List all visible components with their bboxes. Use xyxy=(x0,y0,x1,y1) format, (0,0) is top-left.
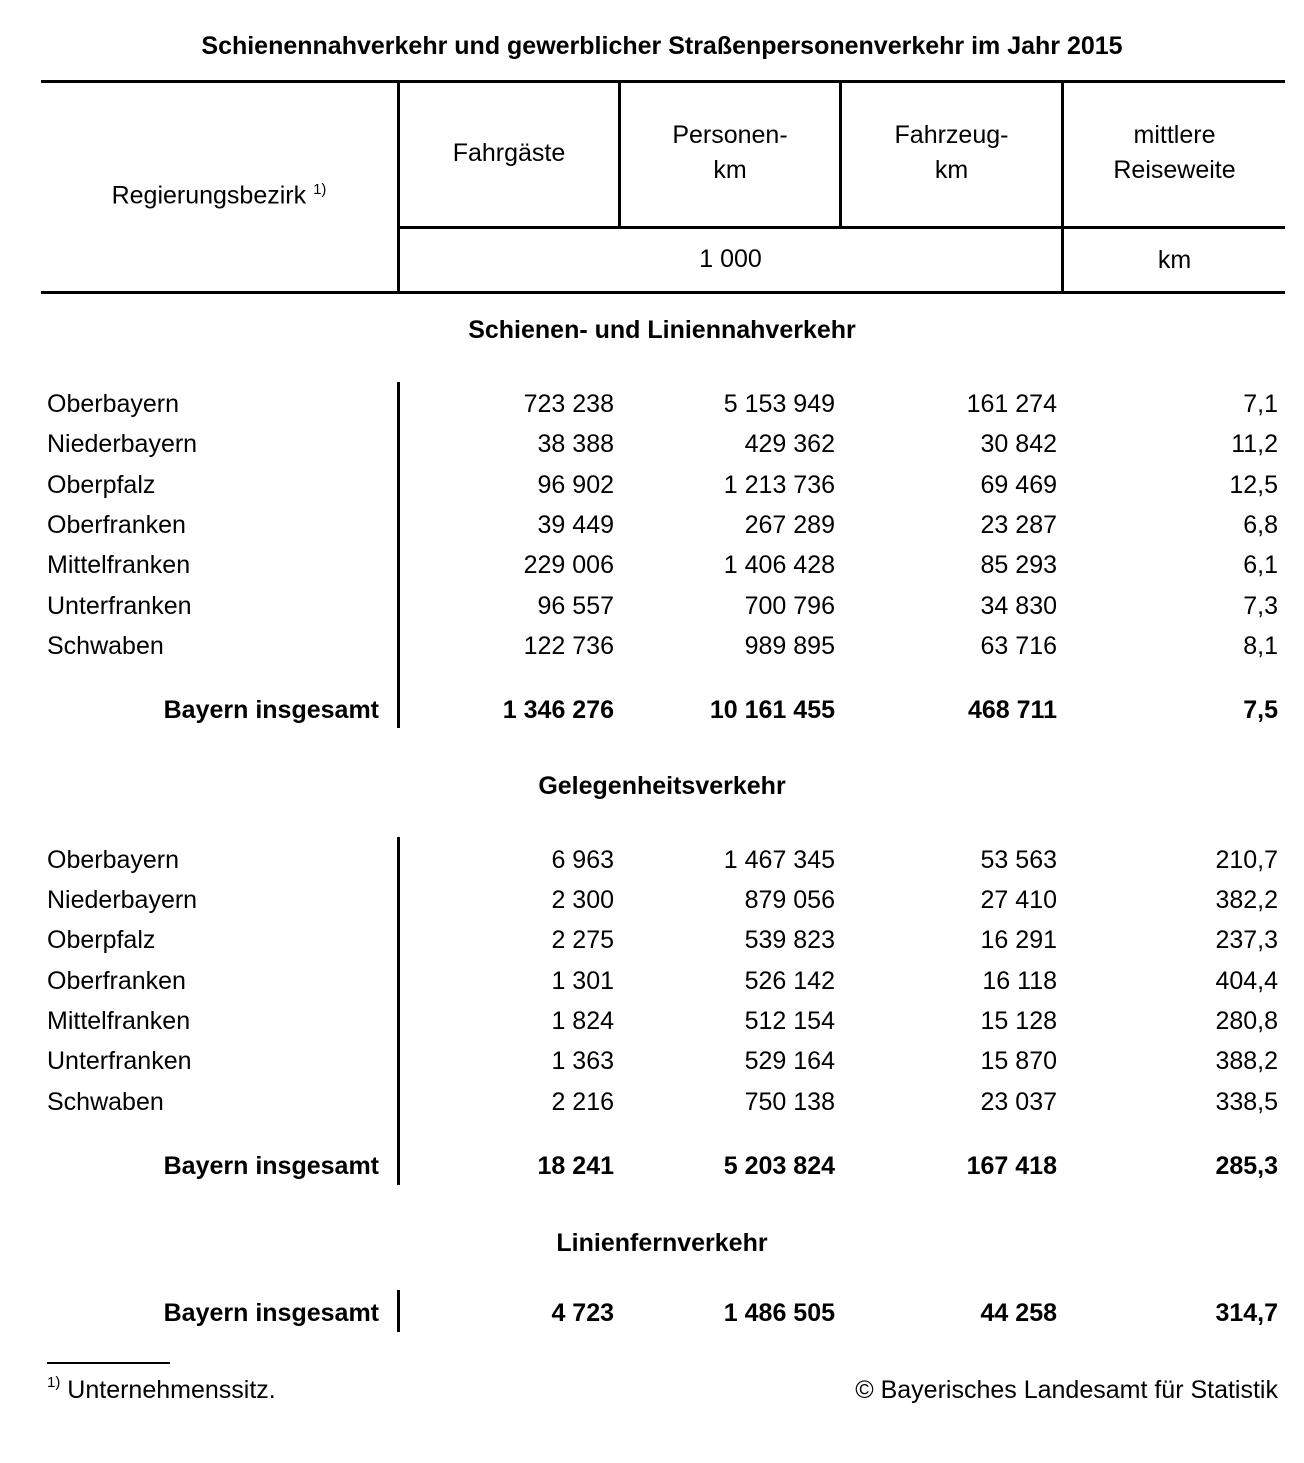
cell-personenkm: 526 142 xyxy=(744,967,835,995)
cell-fahrzeugkm: 167 418 xyxy=(966,1152,1057,1180)
header-col-line2: km xyxy=(934,156,969,184)
section-title: Gelegenheitsverkehr xyxy=(538,772,786,800)
cell-reiseweite: 210,7 xyxy=(1215,846,1278,874)
header-col-line1: Fahrgäste xyxy=(452,139,566,167)
cell-fahrgaeste: 2 300 xyxy=(551,886,614,914)
cell-personenkm: 512 154 xyxy=(744,1007,835,1035)
footnote-marker: 1) xyxy=(47,1374,61,1391)
section-title: Linienfernverkehr xyxy=(556,1229,768,1257)
table-row xyxy=(0,1001,1304,1041)
cell-fahrgaeste: 122 736 xyxy=(523,632,614,660)
cell-fahrgaeste: 723 238 xyxy=(523,390,614,418)
row-name: Mittelfranken xyxy=(47,1007,191,1035)
cell-fahrgaeste: 229 006 xyxy=(523,551,614,579)
cell-fahrgaeste: 2 216 xyxy=(551,1088,614,1116)
cell-fahrzeugkm: 27 410 xyxy=(980,886,1057,914)
cell-personenkm: 5 203 824 xyxy=(723,1152,835,1180)
table-row xyxy=(0,586,1304,626)
cell-fahrzeugkm: 69 469 xyxy=(980,471,1057,499)
cell-reiseweite: 8,1 xyxy=(1243,632,1278,660)
cell-fahrzeugkm: 15 870 xyxy=(980,1047,1057,1075)
unit-thousand: 1 000 xyxy=(699,245,762,273)
cell-reiseweite: 12,5 xyxy=(1229,471,1278,499)
header-col-fahrgaeste xyxy=(400,136,618,171)
cell-personenkm: 700 796 xyxy=(744,592,835,620)
total-row xyxy=(0,1293,1304,1333)
row-name: Oberfranken xyxy=(47,967,186,995)
table-row xyxy=(0,505,1304,545)
row-name: Oberfranken xyxy=(47,511,186,539)
row-name: Oberpfalz xyxy=(47,471,156,499)
cell-reiseweite: 338,5 xyxy=(1215,1088,1278,1116)
cell-personenkm: 539 823 xyxy=(744,926,835,954)
cell-fahrgaeste: 96 902 xyxy=(537,471,614,499)
total-label: Bayern insgesamt xyxy=(163,1152,379,1180)
cell-personenkm: 5 153 949 xyxy=(723,390,835,418)
header-row-label xyxy=(41,172,397,213)
header-col-line1: Personen- xyxy=(672,121,788,149)
cell-fahrgaeste: 1 824 xyxy=(551,1007,614,1035)
total-row xyxy=(0,1146,1304,1186)
footnote xyxy=(47,1376,276,1405)
table-row xyxy=(0,920,1304,960)
header-top-rule xyxy=(41,80,1285,83)
cell-personenkm: 529 164 xyxy=(744,1047,835,1075)
cell-personenkm: 1 213 736 xyxy=(723,471,835,499)
row-name: Oberbayern xyxy=(47,390,180,418)
row-name: Unterfranken xyxy=(47,1047,192,1075)
cell-reiseweite: 285,3 xyxy=(1215,1152,1278,1180)
row-name: Mittelfranken xyxy=(47,551,191,579)
cell-personenkm: 1 406 428 xyxy=(723,551,835,579)
cell-fahrzeugkm: 468 711 xyxy=(968,696,1057,724)
cell-fahrzeugkm: 161 274 xyxy=(966,390,1057,418)
cell-personenkm: 429 362 xyxy=(744,430,835,458)
row-name: Niederbayern xyxy=(47,430,198,458)
cell-fahrgaeste: 39 449 xyxy=(537,511,614,539)
cell-fahrzeugkm: 23 037 xyxy=(980,1088,1057,1116)
cell-fahrgaeste: 96 557 xyxy=(537,592,614,620)
header-bottom-rule xyxy=(41,291,1285,294)
header-col-line2: km xyxy=(713,156,747,184)
cell-fahrzeugkm: 63 716 xyxy=(980,632,1057,660)
section-title: Schienen- und Liniennahverkehr xyxy=(468,316,856,344)
cell-fahrgaeste: 1 363 xyxy=(551,1047,614,1075)
header-col-personenkm xyxy=(621,118,839,188)
footnote-rule xyxy=(47,1362,170,1364)
cell-fahrzeugkm: 23 287 xyxy=(980,511,1057,539)
table-row xyxy=(0,840,1304,880)
header-unit-rule xyxy=(398,226,1285,229)
cell-fahrgaeste: 1 346 276 xyxy=(502,696,614,724)
cell-reiseweite: 382,2 xyxy=(1215,886,1278,914)
cell-reiseweite: 7,1 xyxy=(1243,390,1278,418)
cell-reiseweite: 7,3 xyxy=(1243,592,1278,620)
cell-fahrzeugkm: 15 128 xyxy=(980,1007,1057,1035)
table-row xyxy=(0,961,1304,1001)
header-row-label-text: Regierungsbezirk xyxy=(111,181,307,210)
cell-reiseweite: 388,2 xyxy=(1215,1047,1278,1075)
header-col-line1: mittlere xyxy=(1133,121,1216,149)
cell-fahrzeugkm: 16 291 xyxy=(980,926,1057,954)
table-row xyxy=(0,626,1304,666)
table-row xyxy=(0,1082,1304,1122)
table-row xyxy=(0,545,1304,585)
cell-fahrgaeste: 38 388 xyxy=(537,430,614,458)
cell-fahrzeugkm: 44 258 xyxy=(980,1299,1057,1327)
header-col-line1: Fahrzeug- xyxy=(894,121,1009,149)
cell-reiseweite: 237,3 xyxy=(1215,926,1278,954)
row-name: Unterfranken xyxy=(47,592,192,620)
footnote-text: Unternehmenssitz. xyxy=(67,1376,276,1404)
header-col-reiseweite xyxy=(1064,118,1285,188)
cell-reiseweite: 11,2 xyxy=(1231,430,1278,458)
cell-reiseweite: 6,8 xyxy=(1243,511,1278,539)
table-row xyxy=(0,1041,1304,1081)
cell-fahrgaeste: 2 275 xyxy=(551,926,614,954)
cell-personenkm: 1 467 345 xyxy=(723,846,835,874)
row-name: Oberbayern xyxy=(47,846,180,874)
table-row xyxy=(0,424,1304,464)
cell-fahrzeugkm: 53 563 xyxy=(980,846,1057,874)
cell-fahrzeugkm: 30 842 xyxy=(980,430,1057,458)
header-col-fahrzeugkm xyxy=(842,118,1061,188)
row-name: Niederbayern xyxy=(47,886,198,914)
cell-personenkm: 879 056 xyxy=(744,886,835,914)
cell-fahrgaeste: 4 723 xyxy=(551,1299,614,1327)
cell-reiseweite: 6,1 xyxy=(1243,551,1278,579)
cell-fahrzeugkm: 85 293 xyxy=(980,551,1057,579)
row-name: Schwaben xyxy=(47,1088,164,1116)
footnote-marker: 1) xyxy=(313,181,327,198)
copyright: © Bayerisches Landesamt für Statistik xyxy=(855,1376,1278,1404)
total-label: Bayern insgesamt xyxy=(163,696,379,724)
cell-fahrzeugkm: 34 830 xyxy=(980,592,1057,620)
total-row xyxy=(0,690,1304,730)
cell-reiseweite: 404,4 xyxy=(1215,967,1278,995)
cell-fahrzeugkm: 16 118 xyxy=(982,967,1057,995)
cell-reiseweite: 314,7 xyxy=(1215,1299,1278,1327)
cell-personenkm: 267 289 xyxy=(744,511,835,539)
cell-personenkm: 10 161 455 xyxy=(709,696,835,724)
cell-fahrgaeste: 18 241 xyxy=(537,1152,614,1180)
cell-reiseweite: 280,8 xyxy=(1215,1007,1278,1035)
cell-personenkm: 750 138 xyxy=(744,1088,835,1116)
cell-fahrgaeste: 1 301 xyxy=(551,967,614,995)
header-col-line2: Reiseweite xyxy=(1113,156,1236,184)
total-label: Bayern insgesamt xyxy=(163,1299,379,1327)
cell-personenkm: 1 486 505 xyxy=(723,1299,835,1327)
cell-reiseweite: 7,5 xyxy=(1243,696,1278,724)
unit-km: km xyxy=(1157,246,1192,274)
table-row xyxy=(0,880,1304,920)
table-row xyxy=(0,465,1304,505)
cell-fahrgaeste: 6 963 xyxy=(551,846,614,874)
row-name: Oberpfalz xyxy=(47,926,156,954)
table-title: Schienennahverkehr und gewerblicher Straßenpersonenverkehr im Jahr 2015 xyxy=(201,32,1123,60)
table-row xyxy=(0,384,1304,424)
cell-personenkm: 989 895 xyxy=(744,632,835,660)
row-name: Schwaben xyxy=(47,632,164,660)
